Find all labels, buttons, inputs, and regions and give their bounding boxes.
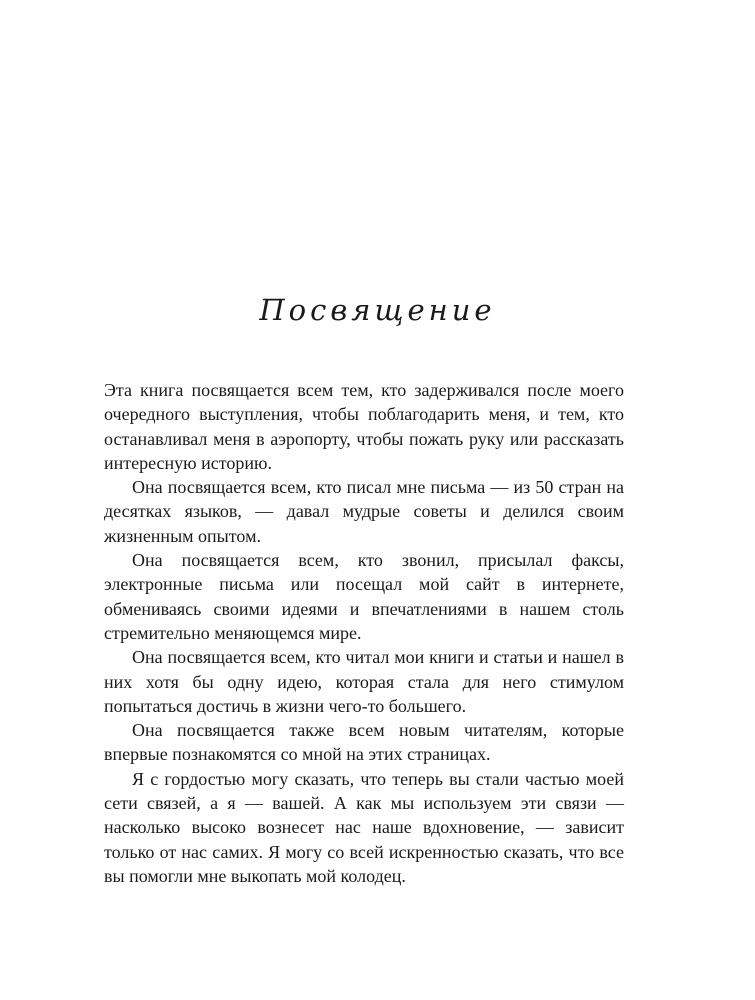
paragraph-4: Она посвящается всем, кто читал мои книги и статьи и нашел в них хотя бы одну идею, которая стала для него стимулом попытаться достичь в жизни чего-то большего. [104,647,624,716]
paragraph-3: Она посвящается всем, кто звонил, присылал факсы, электронные письма или посещал мой сайт в интернете, обмениваясь своими идеями и впечатлениями в нашем столь стремительно меняющемся мире. [104,550,624,643]
paragraph-6: Я с гордостью могу сказать, что теперь вы стали частью моей сети связей, а я — вашей. А как мы используем эти связи — насколько высоко вознесет нас наше вдохновение, — зависит только от нас самих. Я могу со всей искренностью сказать, что все вы помогли мне выкопать мой колодец. [104,768,624,886]
paragraph-5: Она посвящается также всем новым читателям, которые впервые познакомятся со мной на этих страницах. [104,720,624,765]
page-title: Посвящение [259,293,496,327]
paragraph-2: Она посвящается всем, кто писал мне письма — из 50 стран на десятках языков, — давал мудрые советы и делился своим жизненным опытом. [104,477,624,546]
dedication-text [104,378,624,888]
paragraph-1: Эта книга посвящается всем тем, кто задерживался после моего очередного выступления, чтобы поблагодарить меня, и тем, кто останавливал меня в аэропорту, чтобы пожать руку или рассказать интересную историю. [104,380,624,473]
